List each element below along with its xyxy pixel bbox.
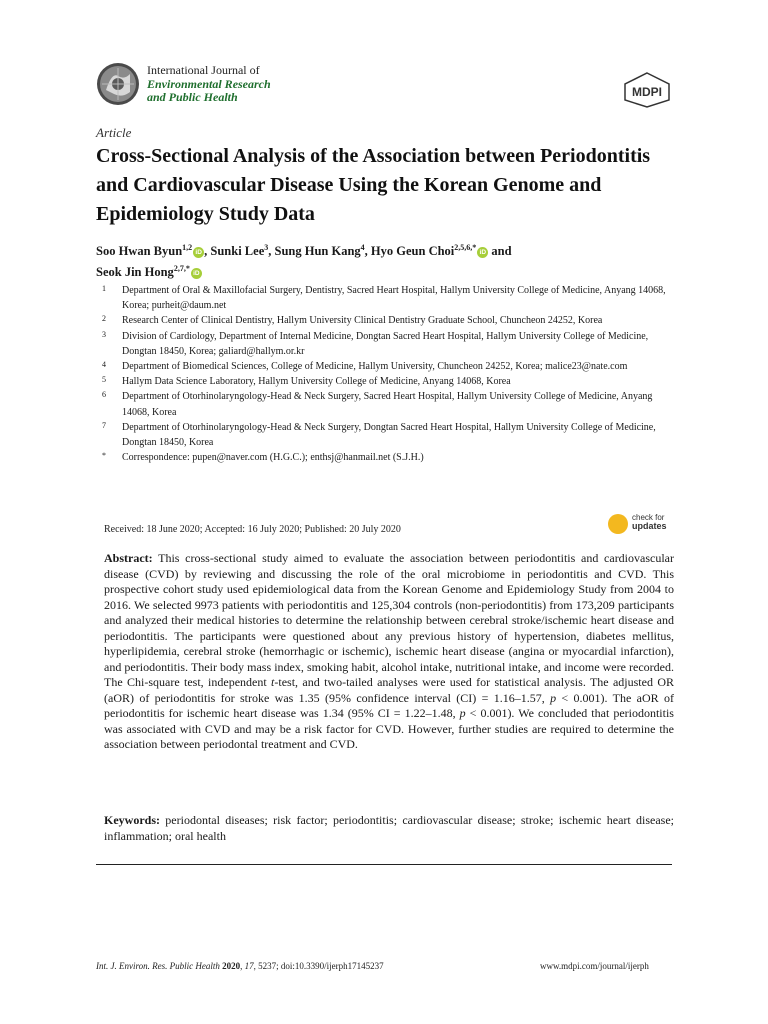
journal-logo: [96, 62, 140, 106]
journal-name: [147, 64, 271, 105]
footer-journal-abbrev: Int. J. Environ. Res. Public Health: [96, 961, 220, 971]
author-list: [96, 239, 676, 281]
affiliation-number: 1: [102, 284, 106, 293]
footer-journal-url[interactable]: www.mdpi.com/journal/ijerph: [540, 961, 649, 971]
affiliation-item: [96, 329, 678, 359]
author-affiliation-marker: 4: [360, 243, 365, 252]
journal-name-line2: Environmental Research: [147, 76, 271, 91]
abstract-label: Abstract:: [104, 551, 153, 565]
affiliation-item: [96, 420, 678, 450]
affiliation-item: [96, 389, 678, 419]
paper-title: Cross-Sectional Analysis of the Association between Periodontitis and Cardiovascular Disease Using the Korean Genome and Epidemiology Study Data: [96, 145, 651, 225]
author-affiliation-marker: 1,2: [182, 243, 193, 252]
author-separator: and: [488, 244, 512, 259]
author-name: Sunki Lee: [210, 244, 265, 259]
footer-volume: 17: [244, 961, 254, 971]
abstract-text-3: < 0.001). The aOR of periodontitis for ischemic heart disease was 1.34 (95% CI = 1.22–1.48,: [104, 690, 674, 720]
author-separator: ,: [364, 244, 371, 259]
journal-name-line1: International Journal of: [147, 63, 260, 77]
check-updates-line1: check for: [632, 513, 665, 522]
affiliation-item: [96, 374, 678, 389]
affiliation-number: 4: [102, 360, 106, 370]
affiliation-item: [96, 313, 678, 328]
author-name: Seok Jin Hong: [96, 265, 174, 280]
author-affiliation-marker: 3: [264, 243, 269, 252]
author-separator: ,: [204, 244, 211, 259]
author-affiliation-marker: 2,5,6,*: [454, 243, 477, 252]
publication-dates: Received: 18 June 2020; Accepted: 16 July 2020; Published: 20 July 2020: [104, 524, 401, 535]
section-divider: [96, 864, 672, 865]
keywords-text: periodontal diseases; risk factor; periodontitis; cardiovascular disease; stroke; ischemic heart disease; inflammation; oral health: [104, 813, 674, 843]
affiliation-list: [96, 283, 678, 465]
orcid-icon[interactable]: iD: [191, 268, 202, 279]
abstract-text-4: < 0.001). We concluded that periodontitis was associated with CVD and may be a risk factor for CVD. However, further studies are required to determine the association between periodontal treatment and CVD.: [104, 706, 674, 751]
affiliation-text: Hallym Data Science Laboratory, Hallym University College of Medicine, Anyang 14068, Korea: [122, 376, 511, 388]
affiliation-text: Department of Otorhinolaryngology-Head & Neck Surgery, Sacred Heart Hospital, Hallym University College of Medicine, Anyang 14068, Korea: [122, 391, 653, 418]
affiliation-text: Department of Otorhinolaryngology-Head & Neck Surgery, Dongtan Sacred Heart Hospital, Hallym University College of Medicine, Dongtan 18450, Korea: [122, 421, 656, 449]
orcid-icon[interactable]: iD: [477, 247, 488, 258]
affiliation-text: Research Center of Clinical Dentistry, Hallym University Clinical Dentistry Graduate School, Chuncheon 24252, Korea: [122, 315, 603, 327]
keywords-label: Keywords:: [104, 813, 160, 827]
mdpi-logo: [622, 72, 672, 108]
abstract-p2: p: [459, 706, 466, 720]
author-name: Sung Hun Kang: [274, 244, 361, 259]
check-updates-icon: [608, 514, 628, 534]
orcid-icon[interactable]: iD: [193, 247, 204, 258]
footer-citation: Int. J. Environ. Res. Public Health 2020, 17, 5237; doi:10.3390/ijerph17145237: [96, 961, 384, 971]
author-name: Hyo Geun Choi: [370, 244, 455, 259]
footer-year: 2020: [222, 961, 241, 971]
author-affiliation-marker: 2,7,*: [173, 264, 190, 274]
abstract-text-2: -test, and two-tailed analyses were used for statistical analysis. The adjusted OR (aOR) of periodontitis for stroke was 1.35 (95% confidence interval (CI) = 1.16–1.57,: [104, 675, 674, 705]
check-for-updates-badge[interactable]: [608, 512, 678, 538]
author-name: Soo Hwan Byun: [96, 244, 183, 259]
affiliation-text: Department of Oral & Maxillofacial Surgery, Dentistry, Sacred Heart Hospital, Hallym University College of Medicine, Anyang 14068, Korea; purheit@daum.net: [122, 285, 666, 312]
check-updates-line2: updates: [632, 521, 667, 531]
affiliation-text: Correspondence: pupen@naver.com (H.G.C.); enthsj@hanmail.net (S.J.H.): [122, 452, 424, 464]
abstract-p1: p: [550, 690, 557, 705]
affiliation-text: Department of Biomedical Sciences, College of Medicine, Hallym University, Chuncheon 24252, Korea; malice23@nate.com: [122, 361, 628, 373]
abstract-t: t: [271, 675, 275, 689]
affiliation-number: 3: [102, 329, 106, 339]
affiliation-number: 7: [102, 420, 106, 430]
affiliation-item: [96, 450, 678, 465]
journal-name-line3: and Public Health: [147, 90, 238, 104]
keywords: [104, 812, 674, 844]
affiliation-item: [96, 283, 678, 313]
publisher-name: MDPI: [632, 85, 662, 99]
affiliation-number: 5: [102, 375, 106, 385]
author-separator: ,: [268, 244, 275, 259]
abstract-text-1: This cross-sectional study aimed to evaluate the association between periodontitis and cardiovascular disease (CVD) by reviewing and discussing the role of the oral microbiome in periodontitis and CVD. This prospective cohort study used epidemiological data from the Korean Genome and Epidemiology Study from 2004 to 2016. We selected 9973 patients with periodontitis and 125,304 controls (non-periodontitis) from 173,209 participants and analyzed their medical histories to determine the relationship between cerebral stroke/ischemic heart disease and periodontitis. The participants were questioned about any previous history of hypertension, diabetes mellitus, hyperlipidemia, cerebral stroke (hemorrhagic or ischemic), ischemic heart disease (angina or myocardial infarction), and periodontitis. Their body mass index, smoking habit, alcohol intake, nutritional intake, and income were recorded. The Chi-square test, independent: [104, 551, 674, 689]
abstract: [104, 551, 674, 753]
affiliation-item: [96, 359, 678, 374]
affiliation-number: *: [102, 451, 106, 461]
affiliation-number: 6: [102, 390, 106, 400]
footer-doi: , 5237; doi:10.3390/ijerph17145237: [253, 961, 384, 971]
article-type: Article: [96, 125, 132, 140]
affiliation-text: Division of Cardiology, Department of Internal Medicine, Dongtan Sacred Heart Hospital, Hallym University College of Medicine, Dongtan 18450, Korea; galiard@hallym.or.kr: [122, 330, 649, 357]
affiliation-number: 2: [102, 314, 106, 324]
